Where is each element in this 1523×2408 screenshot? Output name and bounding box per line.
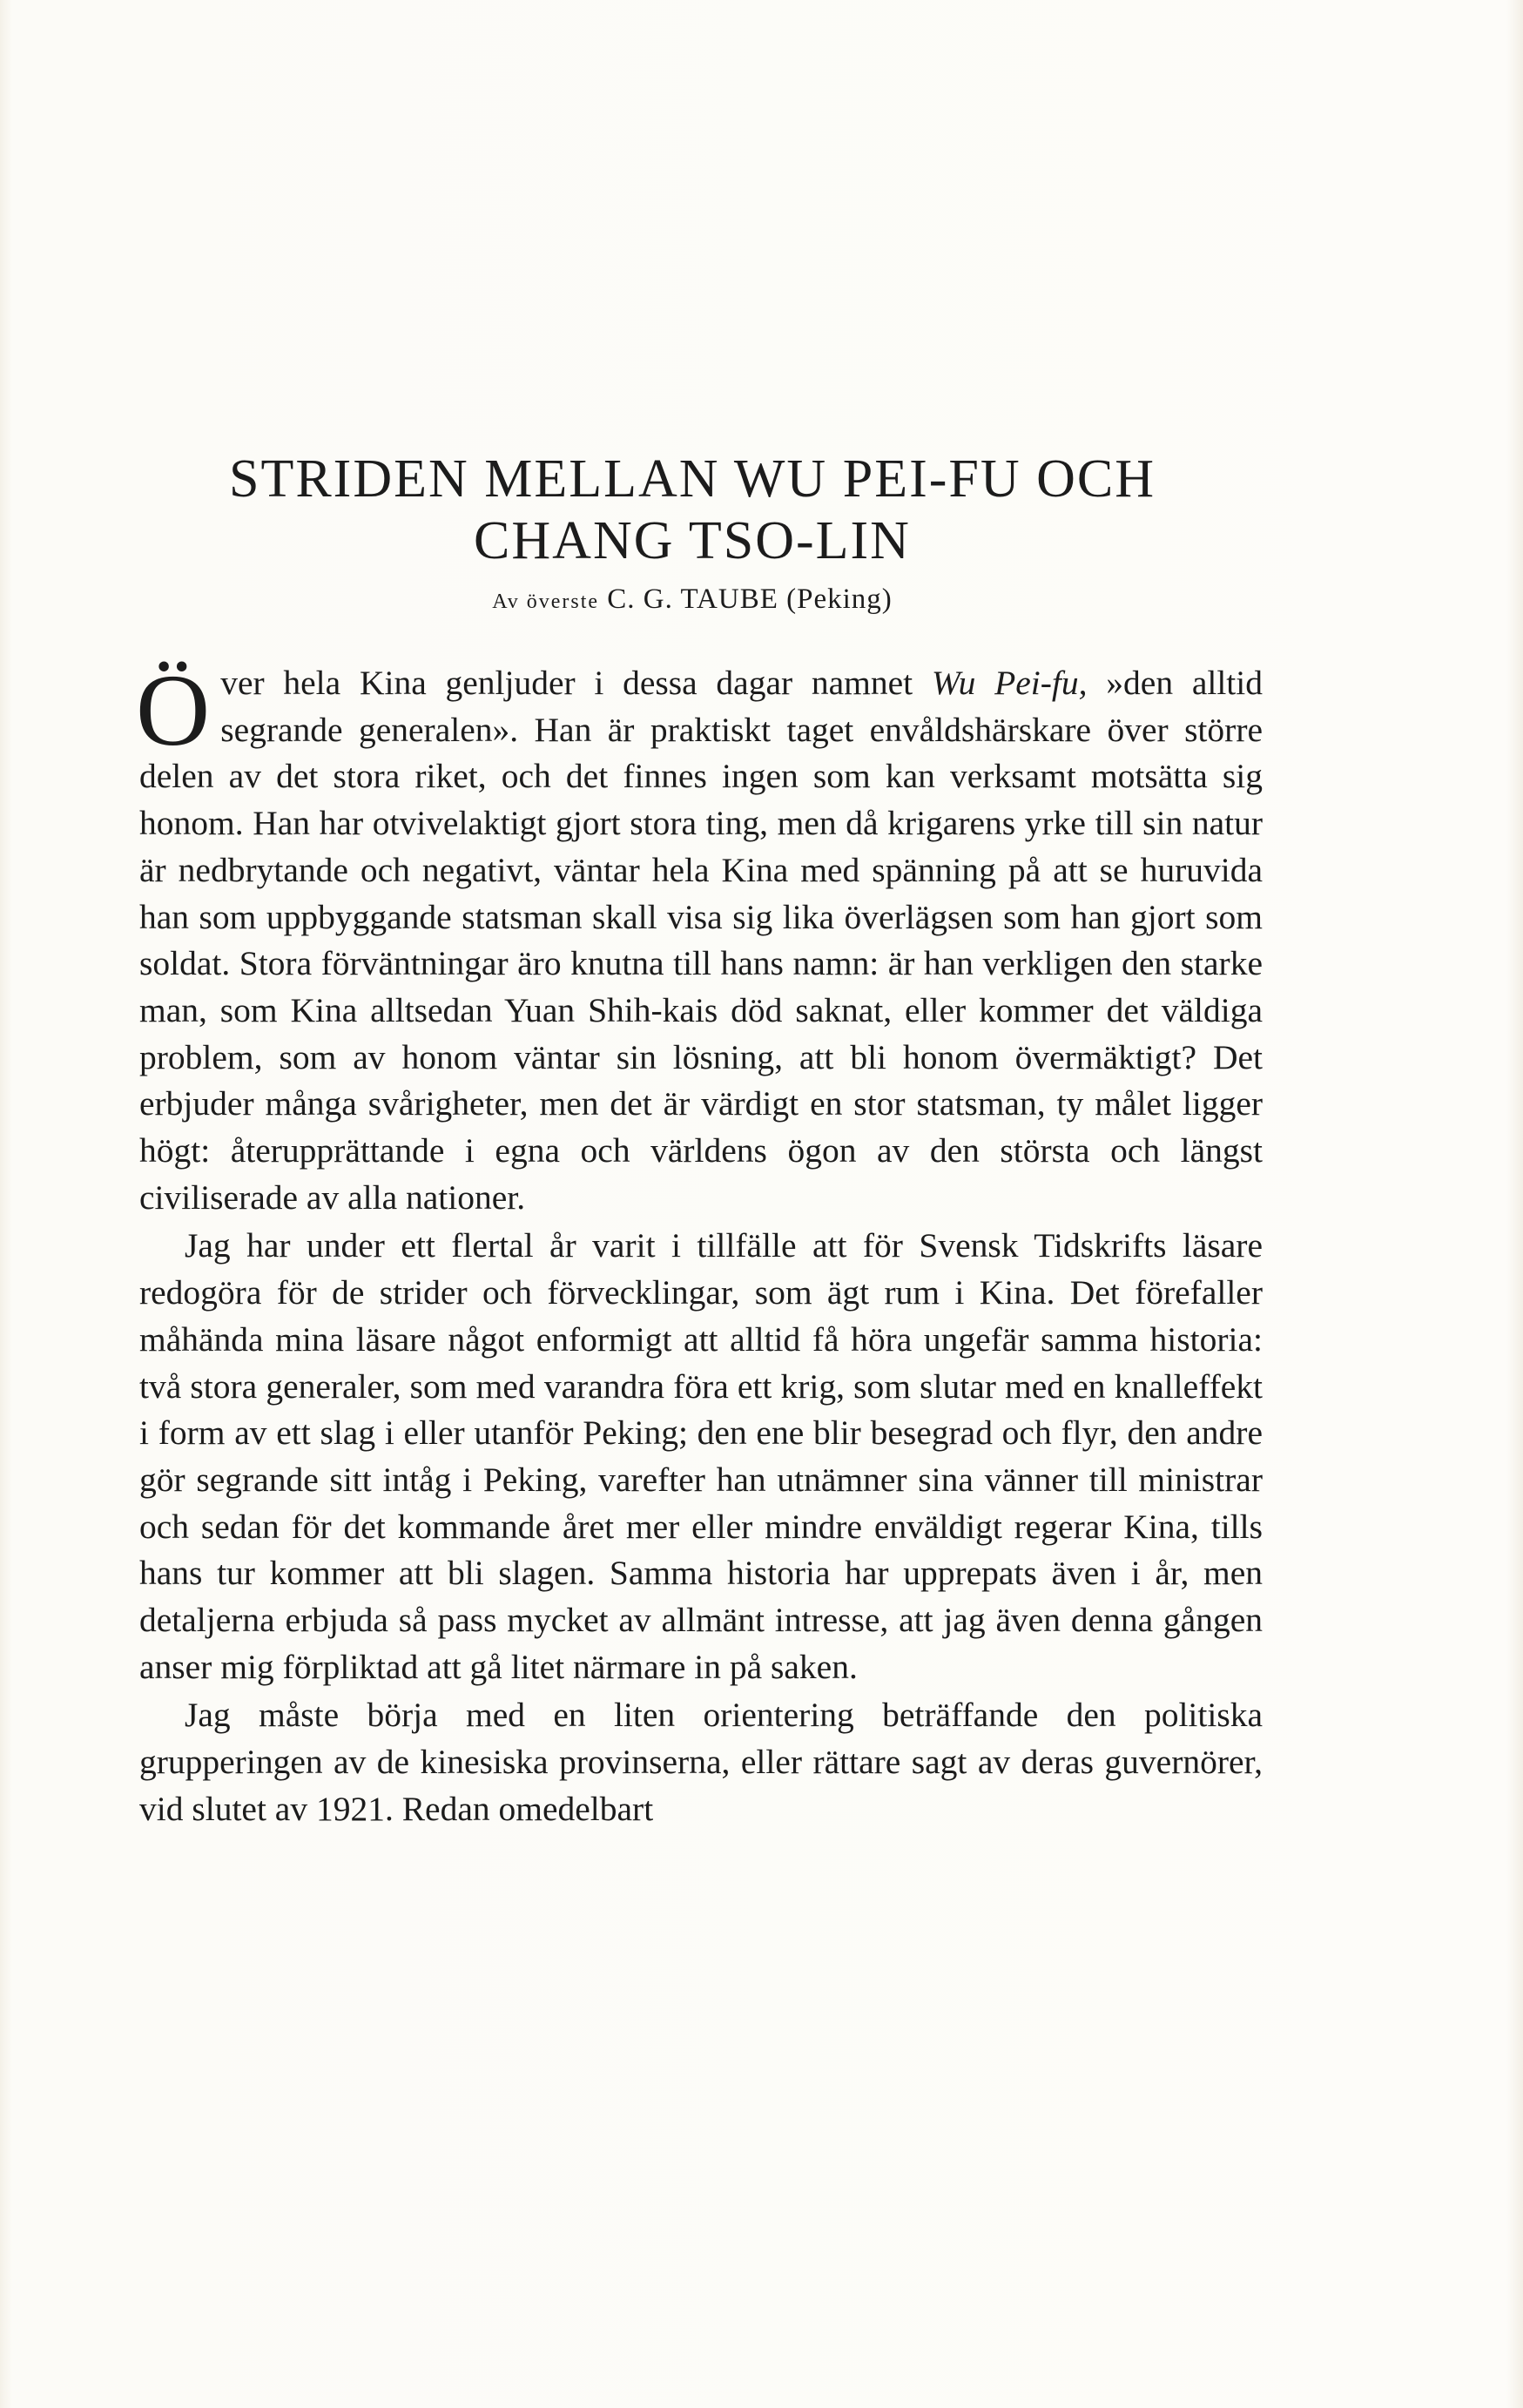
title-line-1: STRIDEN MELLAN WU PEI-FU OCH bbox=[228, 449, 1156, 509]
drop-cap: Ö bbox=[136, 653, 211, 767]
paragraph-1-text-rest: »den alltid segrande generalen». Han är praktiskt taget envåldshärskare över större delen av det stora riket, och det finnes ingen som kan verksamt motsätta sig honom. Han har otvivelaktigt gjort stora ting, men då krigarens yrke till sin natur är nedbrytande och negativt, väntar hela Kina med spänning på att se huruvida han som uppbyggande statsman skall visa sig lika överlägsen som han gjort som soldat. Stora förväntningar äro knutna till hans namn: är han verkligen den starke man, som Kina alltsedan Yuan Shih-kais död saknat, eller kommer det väldiga problem, som av honom väntar sin lösning, att bli honom övermäktigt? Det erbjuder många svårigheter, men det är värdigt en stor statsman, ty målet ligger högt: återupprättande i egna och världens ögon av den största och längst civiliserade av alla nationer. bbox=[139, 664, 1263, 1217]
article-body bbox=[136, 653, 1263, 1833]
paragraph-1-emphasis: Wu Pei-fu, bbox=[931, 664, 1088, 702]
byline-prefix: Av överste bbox=[492, 590, 600, 613]
byline-author: C. G. TAUBE (Peking) bbox=[607, 583, 893, 615]
paragraph-2: Jag har under ett flertal år varit i tillfälle att för Svensk Tidskrifts läsare redogöra för de strider och förvecklingar, som ägt rum i Kina. Det förefaller måhända mina läsare något enformigt att alltid få höra ungefär samma historia: två stora generaler, som med varandra föra ett krig, som slutar med en knalleffekt i form av ett slag i eller utanför Peking; den ene blir besegrad och flyr, den andre gör segrande sitt intåg i Peking, varefter han utnämner sina vänner till ministrar och sedan för det kommande året mer eller mindre enväldigt regerar Kina, tills hans tur kommer att bli slagen. Samma historia har upprepats även i år, men detaljerna erbjuda så pass mycket av allmänt intresse, att jag även denna gången anser mig förpliktad att gå litet närmare in på saken. bbox=[139, 1226, 1263, 1686]
paragraph-3: Jag måste börja med en liten orientering beträffande den politiska grupperingen av de kinesiska provinserna, eller rättare sagt av deras guvernörer, vid slutet av 1921. Redan omedelbart bbox=[139, 1696, 1263, 1828]
paragraph-1-text-start: ver hela Kina genljuder i dessa dagar namnet bbox=[220, 664, 932, 702]
title-line-2: CHANG TSO-LIN bbox=[474, 511, 911, 571]
byline bbox=[113, 583, 1271, 616]
article-title bbox=[113, 449, 1271, 573]
paragraph-1 bbox=[136, 653, 1263, 1221]
